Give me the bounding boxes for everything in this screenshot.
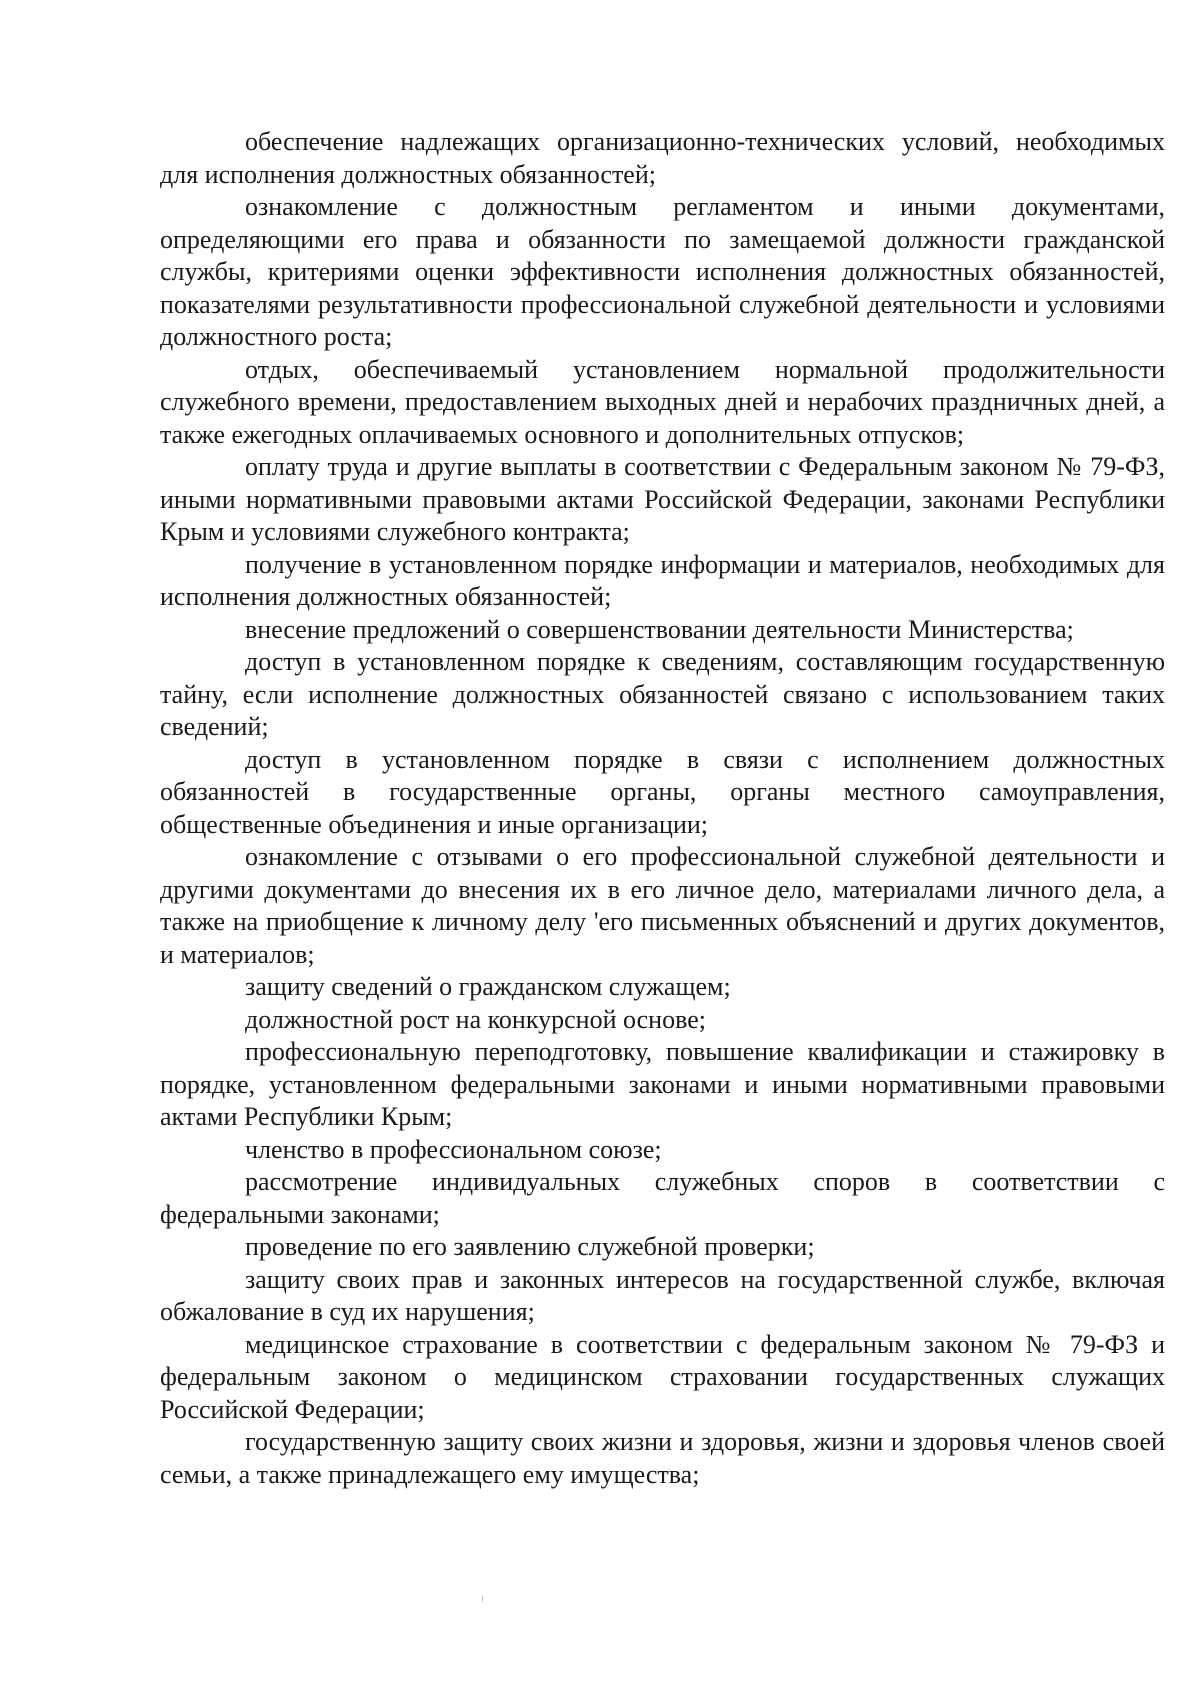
paragraph-data-protection: защиту сведений о гражданском служащем; [245,972,731,1001]
paragraph-working-conditions: обеспечение надлежащих организационно-технических условий, необходимых для исполнения должностных обязанностей; [160,127,1165,189]
paragraph-state-protection: государственную защиту своих жизни и здоровья, жизни и здоровья членов своей семьи, а также принадлежащего ему имущества; [160,1427,1165,1489]
paragraph-rights-protection: защиту своих прав и законных интересов на государственной службе, включая обжалование в суд их нарушения; [160,1264,1165,1326]
paragraph-disputes: рассмотрение индивидуальных служебных споров в соответствии с федеральными законами; [160,1167,1165,1229]
paragraph-remuneration: оплату труда и другие выплаты в соответствии с Федеральным законом № 79-ФЗ, иными нормативными правовыми актами Российской Федерации, законами Республики Крым и условиями служебного контракта; [160,452,1165,546]
paragraph-information-access: получение в установленном порядке информации и материалов, необходимых для исполнения должностных обязанностей; [160,549,1165,611]
paragraph-medical-insurance: медицинское страхование в соответствии с федеральным законом № 79-ФЗ и федеральным законом о медицинском страховании государственных служащих Российской Федерации; [160,1329,1165,1424]
paragraph-personal-file: ознакомление с отзывами о его профессиональной служебной деятельности и другими документами до внесения их в его личное дело, материалами личного дела, а также на приобщение к личному делу 'его письменных объяснений и других документов, и материалов; [160,842,1165,969]
paragraph-proposals: внесение предложений о совершенствовании деятельности Министерства; [245,614,1074,644]
document-body [160,126,1165,1491]
paragraph-state-secret-access: доступ в установленном порядке к сведениям, составляющим государственную тайну, если исполнение должностных обязанностей связано с использованием таких сведений; [160,647,1165,741]
paragraph-retraining: профессиональную переподготовку, повышение квалификации и стажировку в порядке, установленном федеральными законами и иными нормативными правовыми актами Республики Крым; [160,1037,1165,1131]
paragraph-union-membership: членство в профессиональном союзе; [245,1134,662,1164]
paragraph-inspection: проведение по его заявлению служебной проверки; [245,1232,815,1261]
paragraph-regulation-familiarization: ознакомление с должностным регламентом и иными документами, определяющими его права и обязанности по замещаемой должности гражданской службы, критериями оценки эффективности исполнения должностных обязанностей, показателями результативности профессиональной служебной деятельности и условиями должностного роста; [160,192,1165,351]
paragraph-rest: отдых, обеспечиваемый установлением нормальной продолжительности служебного времени, предоставлением выходных дней и нерабочих праздничных дней, а также ежегодных оплачиваемых основного и дополнительных отпусков; [160,354,1165,449]
scan-artifact-mark [482,1596,483,1602]
paragraph-career-growth: должностной рост на конкурсной основе; [245,1004,706,1034]
paragraph-organizations-access: доступ в установленном порядке в связи с исполнением должностных обязанностей в государственные органы, органы местного самоуправления, общественные объединения и иные организации; [160,744,1165,839]
